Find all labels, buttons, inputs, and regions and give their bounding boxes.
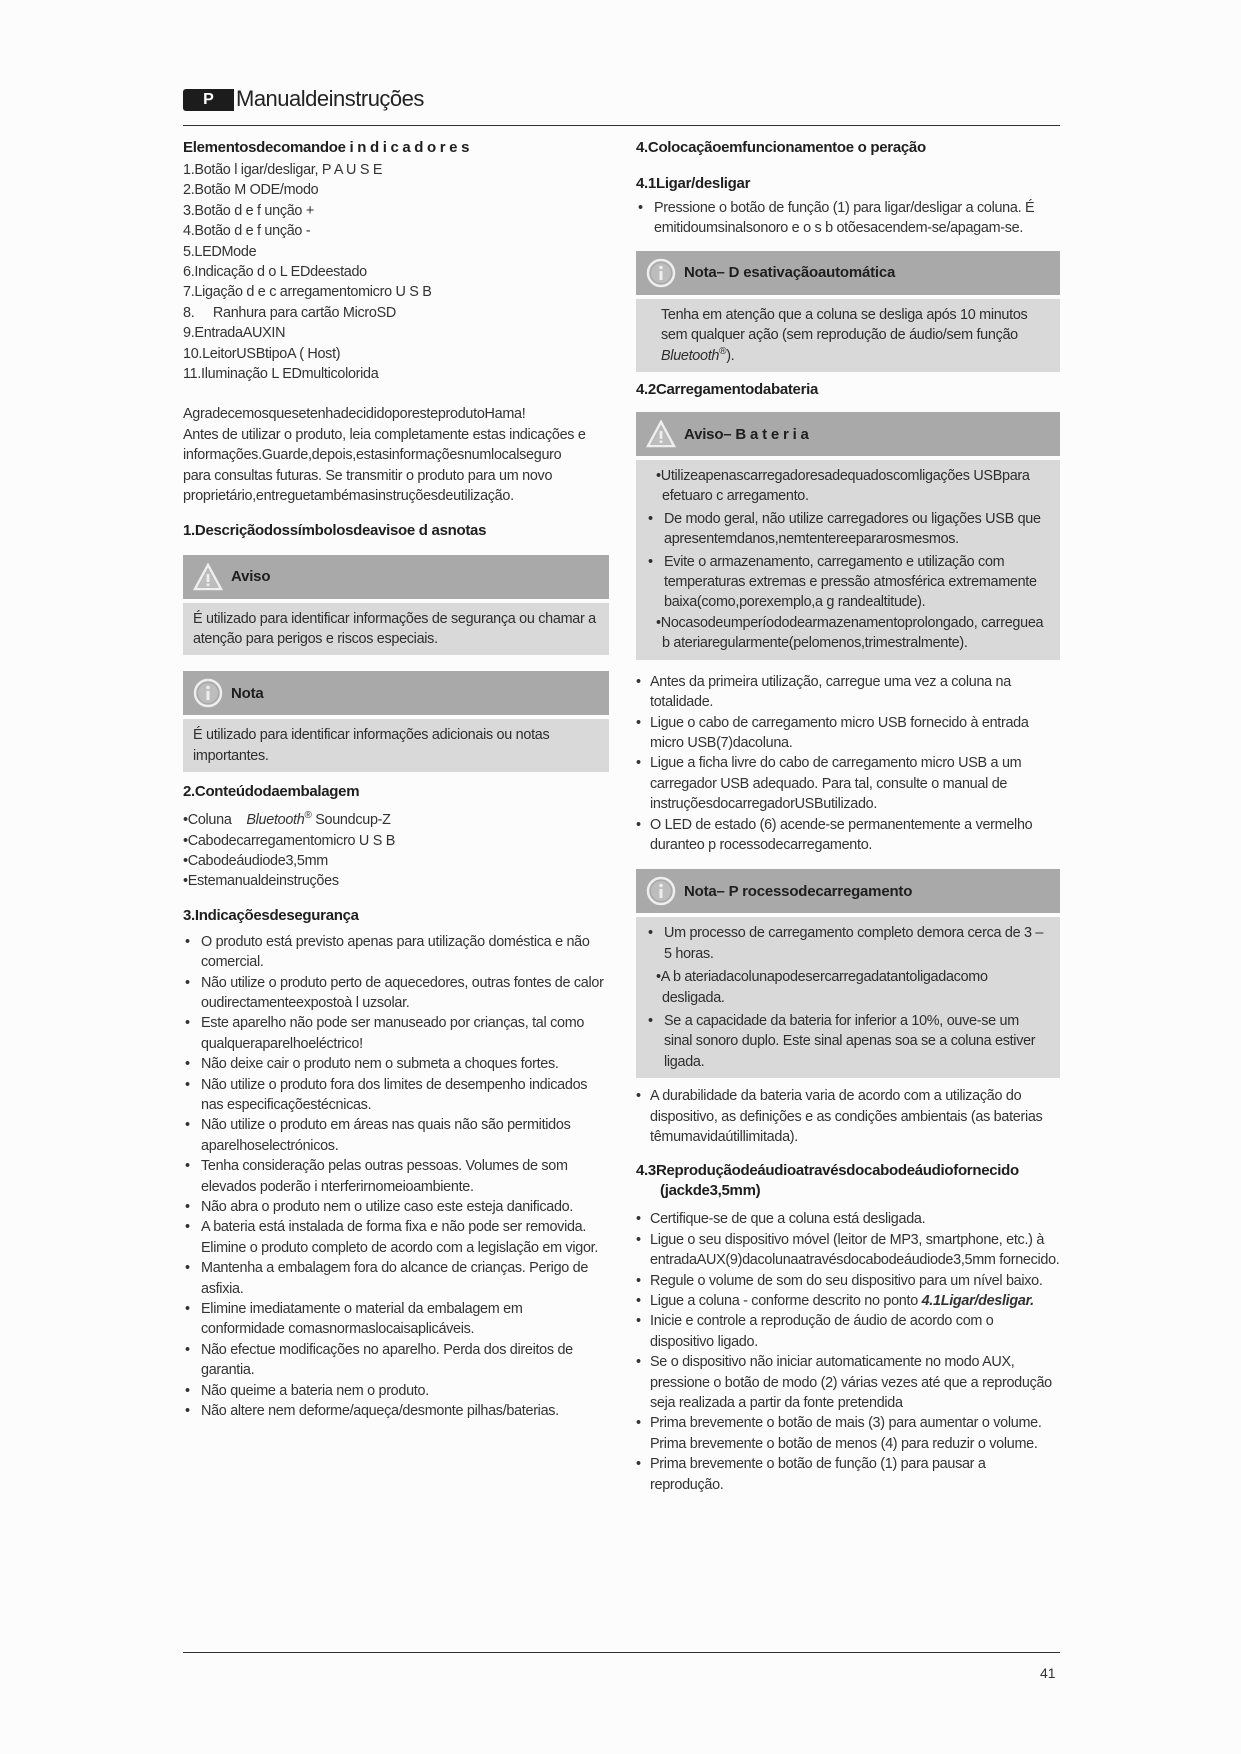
safety-item: • Não deixe cair o produto nem o submeta a choques fortes. bbox=[183, 1054, 609, 1074]
section-4-2-heading: 4.2Carregamentodabateria bbox=[636, 381, 819, 399]
controls-heading: Elementosdecomandoe i n d i c a d o r e s bbox=[183, 139, 470, 156]
process-list bbox=[646, 1011, 1050, 1072]
aviso-text: É utilizado para identificar informações de segurança ou chamar a atenção para perigos e riscos especiais. bbox=[193, 610, 596, 647]
section-4-heading: 4.Colocaçãoemfuncionamentoe o peração bbox=[636, 139, 926, 156]
audio-step: • Se o dispositivo não iniciar automaticamente no modo AUX, pressione o botão de modo (2) várias vezes até que a reprodução seja realizada a partir da fonte pretendida bbox=[636, 1352, 1060, 1413]
nota-process-box bbox=[636, 869, 1060, 1078]
audio-list bbox=[636, 1209, 1060, 1495]
aviso-body bbox=[183, 603, 609, 656]
nota-header bbox=[183, 671, 609, 715]
section-4-1-heading: 4.1Ligar/desligar bbox=[636, 175, 751, 192]
battery-warning-item: • De modo geral, não utilize carregadores ou ligações USB que apresentemdanos,nemtentereepararosmesmos. bbox=[646, 509, 1050, 550]
safety-item: • Não queime a bateria nem o produto. bbox=[183, 1381, 609, 1401]
section-1-heading: 1.Descriçãodossímbolosdeavisoe d asnotas bbox=[183, 521, 487, 539]
nota-deactivation-label: Nota– D esativaçãoautomática bbox=[684, 264, 896, 282]
process-item: • Um processo de carregamento completo demora cerca de 3 – 5 horas. bbox=[646, 923, 1050, 964]
audio-step: • Certifique-se de que a coluna está desligada. bbox=[636, 1209, 1060, 1229]
package-item: •Cabodeáudiode3,5mm bbox=[183, 852, 328, 869]
intro-line: AgradecemosquesetenhadecididoporesteprodutoHama! bbox=[183, 406, 526, 423]
audio-step: • Regule o volume de som do seu dispositivo para um nível baixo. bbox=[636, 1271, 1060, 1291]
intro-line: informações.Guarde,depois,estasinformaçõesnumlocalseguro bbox=[183, 447, 562, 464]
list-item: • A durabilidade da bateria varia de acordo com a utilização do dispositivo, as definições e as condições ambientais (as baterias têmumavidaútillimitada). bbox=[636, 1086, 1060, 1147]
process-list bbox=[646, 923, 1050, 964]
warning-icon bbox=[193, 562, 223, 592]
safety-item: • Tenha consideração pelas outras pessoas. Volumes de som elevados poderão i nterferirnomeioambiente. bbox=[183, 1156, 609, 1197]
charge-list bbox=[636, 672, 1060, 856]
nota-deactivation-text: Tenha em atenção que a coluna se desliga após 10 minutos sem qualquer ação (sem reprodução de áudio/sem função Bluetooth®). bbox=[661, 306, 1028, 364]
charge-step: • Ligue o cabo de carregamento micro USB fornecido à entrada micro USB(7)dacoluna. bbox=[636, 713, 1060, 754]
safety-item: • Este aparelho não pode ser manuseado por crianças, tal como qualqueraparelhoeléctrico! bbox=[183, 1013, 609, 1054]
left-column bbox=[183, 138, 609, 1422]
nota-box bbox=[183, 671, 609, 772]
audio-step: • Inicie e controle a reprodução de áudio de acordo com o dispositivo ligado. bbox=[636, 1311, 1060, 1352]
battery-warning-item: • Evite o armazenamento, carregamento e utilização com temperaturas extremas e pressão atmosférica extremamente baixa(como,porexemplo,a g randealtitude). bbox=[646, 552, 1050, 613]
process-item: • Se a capacidade da bateria for inferior a 10%, ouve-se um sinal sonoro duplo. Este sinal apenas soa se a coluna estiver ligada. bbox=[646, 1011, 1050, 1072]
nota-deactivation-box bbox=[636, 251, 1060, 372]
safety-item: • Mantenha a embalagem fora do alcance de crianças. Perigo de asfixia. bbox=[183, 1258, 609, 1299]
aviso-battery-label: Aviso– B a t e r i a bbox=[684, 425, 809, 443]
right-column bbox=[636, 138, 1060, 1495]
control-item: 7.Ligação d e c arregamentomicro U S B bbox=[183, 284, 432, 301]
section-4-3-heading: 4.3Reproduçãodeáudioatravésdocabodeáudiofornecido (jackde3,5mm) bbox=[636, 1162, 1019, 1200]
charge-step: • Ligue a ficha livre do cabo de carregamento micro USB a um carregador USB adequado. Para tal, consulte o manual de instruçõesdocarregadorUSButilizado. bbox=[636, 753, 1060, 814]
package-item: •Cabodecarregamentomicro U S B bbox=[183, 832, 395, 849]
safety-item: • Elimine imediatamente o material da embalagem em conformidade comasnormaslocaisaplicáveis. bbox=[183, 1299, 609, 1340]
manual-title: Manualdeinstruções bbox=[236, 86, 424, 111]
intro-line: proprietário,entreguetambémasinstruçõesdeutilização. bbox=[183, 488, 514, 505]
package-item: •Estemanualdeinstruções bbox=[183, 873, 339, 890]
nota-deactivation-header bbox=[636, 251, 1060, 295]
nota-body bbox=[183, 719, 609, 772]
safety-item: • O produto está previsto apenas para utilização doméstica e não comercial. bbox=[183, 932, 609, 973]
aviso-label: Aviso bbox=[231, 568, 271, 585]
control-item: 3.Botão d e f unção + bbox=[183, 202, 314, 219]
language-badge: P bbox=[183, 89, 234, 111]
footer-divider bbox=[183, 1652, 1060, 1653]
section-3-heading: 3.Indicaçõesdesegurança bbox=[183, 906, 359, 924]
intro-line: Antes de utilizar o produto, leia completamente estas indicações e bbox=[183, 426, 586, 443]
aviso-header bbox=[183, 555, 609, 599]
info-icon bbox=[646, 876, 676, 906]
safety-item: • Não utilize o produto fora dos limites de desempenho indicados nas especificaçõestécnicas. bbox=[183, 1075, 609, 1116]
safety-item: • Não utilize o produto em áreas nas quais não são permitidos aparelhoselectrónicos. bbox=[183, 1115, 609, 1156]
safety-item: • Não utilize o produto perto de aquecedores, outras fontes de calor oudirectamenteexpostoà l uzsolar. bbox=[183, 973, 609, 1014]
audio-step: • Prima brevemente o botão de função (1) para pausar a reprodução. bbox=[636, 1454, 1060, 1495]
nota-process-header bbox=[636, 869, 1060, 913]
safety-item: • Não efectue modificações no aparelho. Perda dos direitos de garantia. bbox=[183, 1340, 609, 1381]
nota-label: Nota bbox=[231, 684, 264, 702]
battery-warning-item: •Nocasodeumperíododearmazenamentoprolongado, carreguea b ateriaregularmente(pelomenos,trimestralmente). bbox=[656, 614, 1044, 652]
battery-warning-list bbox=[646, 509, 1050, 613]
control-item: 4.Botão d e f unção - bbox=[183, 223, 311, 240]
charge-step: • O LED de estado (6) acende-se permanentemente a vermelho duranteo p rocessodecarregamento. bbox=[636, 815, 1060, 856]
info-icon bbox=[646, 258, 676, 288]
process-item: •A b ateriadacolunapodesercarregadatantoligadacomo desligada. bbox=[656, 969, 988, 1006]
control-item: 2.Botão M ODE/modo bbox=[183, 182, 319, 199]
safety-list bbox=[183, 932, 609, 1422]
control-item: 5.LEDMode bbox=[183, 243, 257, 260]
aviso-box bbox=[183, 555, 609, 656]
info-icon bbox=[193, 678, 223, 708]
package-list bbox=[183, 810, 609, 892]
safety-item: • A bateria está instalada de forma fixa e não pode ser removida. Elimine o produto completo de acordo com a legislação em vigor. bbox=[183, 1217, 609, 1258]
safety-item: • Não altere nem deforme/aqueça/desmonte pilhas/baterias. bbox=[183, 1401, 609, 1421]
page-number: 41 bbox=[1040, 1665, 1056, 1681]
audio-step: • Prima brevemente o botão de mais (3) para aumentar o volume. Prima brevemente o botão de menos (4) para reduzir o volume. bbox=[636, 1413, 1060, 1454]
section-2-heading: 2.Conteúdodaembalagem bbox=[183, 783, 360, 801]
intro-text bbox=[183, 404, 609, 506]
nota-process-body bbox=[636, 917, 1060, 1078]
charge-step: • Antes da primeira utilização, carregue uma vez a coluna na totalidade. bbox=[636, 672, 1060, 713]
nota-text: É utilizado para identificar informações adicionais ou notas importantes. bbox=[193, 727, 550, 764]
control-item: 9.EntradaAUXIN bbox=[183, 325, 286, 342]
aviso-battery-box bbox=[636, 412, 1060, 660]
nota-process-label: Nota– P rocessodecarregamento bbox=[684, 882, 913, 900]
durability-list bbox=[636, 1086, 1060, 1147]
section-reference[interactable]: 4.1Ligar/desligar. bbox=[921, 1293, 1034, 1310]
audio-step: • Ligue a coluna - conforme descrito no ponto 4.1Ligar/desligar. bbox=[636, 1291, 1060, 1311]
aviso-battery-header bbox=[636, 412, 1060, 456]
control-item: 8. Ranhura para cartão MicroSD bbox=[183, 304, 396, 321]
control-item: 1.Botão l igar/desligar, P A U S E bbox=[183, 162, 383, 178]
control-item: 6.Indicação d o L EDdeestado bbox=[183, 264, 367, 281]
page-header bbox=[183, 86, 1060, 126]
audio-step: • Ligue o seu dispositivo móvel (leitor de MP3, smartphone, etc.) à entradaAUX(9)dacolunaatravésdocabodeáudiode3,5mm fornecido. bbox=[636, 1230, 1060, 1271]
controls-list bbox=[183, 160, 609, 384]
battery-warning-item: •Utilizeapenascarregadoresadequadoscomligações USBpara efetuaro c arregamento. bbox=[656, 468, 1030, 505]
safety-item: • Não abra o produto nem o utilize caso este esteja danificado. bbox=[183, 1197, 609, 1217]
control-item: 10.LeitorUSBtipoA ( Host) bbox=[183, 345, 341, 362]
control-item: 11.Iluminação L EDmulticolorida bbox=[183, 366, 379, 383]
aviso-battery-body bbox=[636, 460, 1060, 660]
nota-deactivation-body bbox=[636, 299, 1060, 372]
package-item: •Coluna Bluetooth® Soundcup-Z bbox=[183, 810, 391, 829]
power-list bbox=[636, 198, 1060, 239]
warning-icon bbox=[646, 419, 676, 449]
intro-line: para consultas futuras. Se transmitir o produto para um novo bbox=[183, 467, 553, 484]
list-item: • Pressione o botão de função (1) para ligar/desligar a coluna. É emitidoumsinalsonoro e o s b otõesacendem-se/apagam-se. bbox=[636, 198, 1060, 239]
